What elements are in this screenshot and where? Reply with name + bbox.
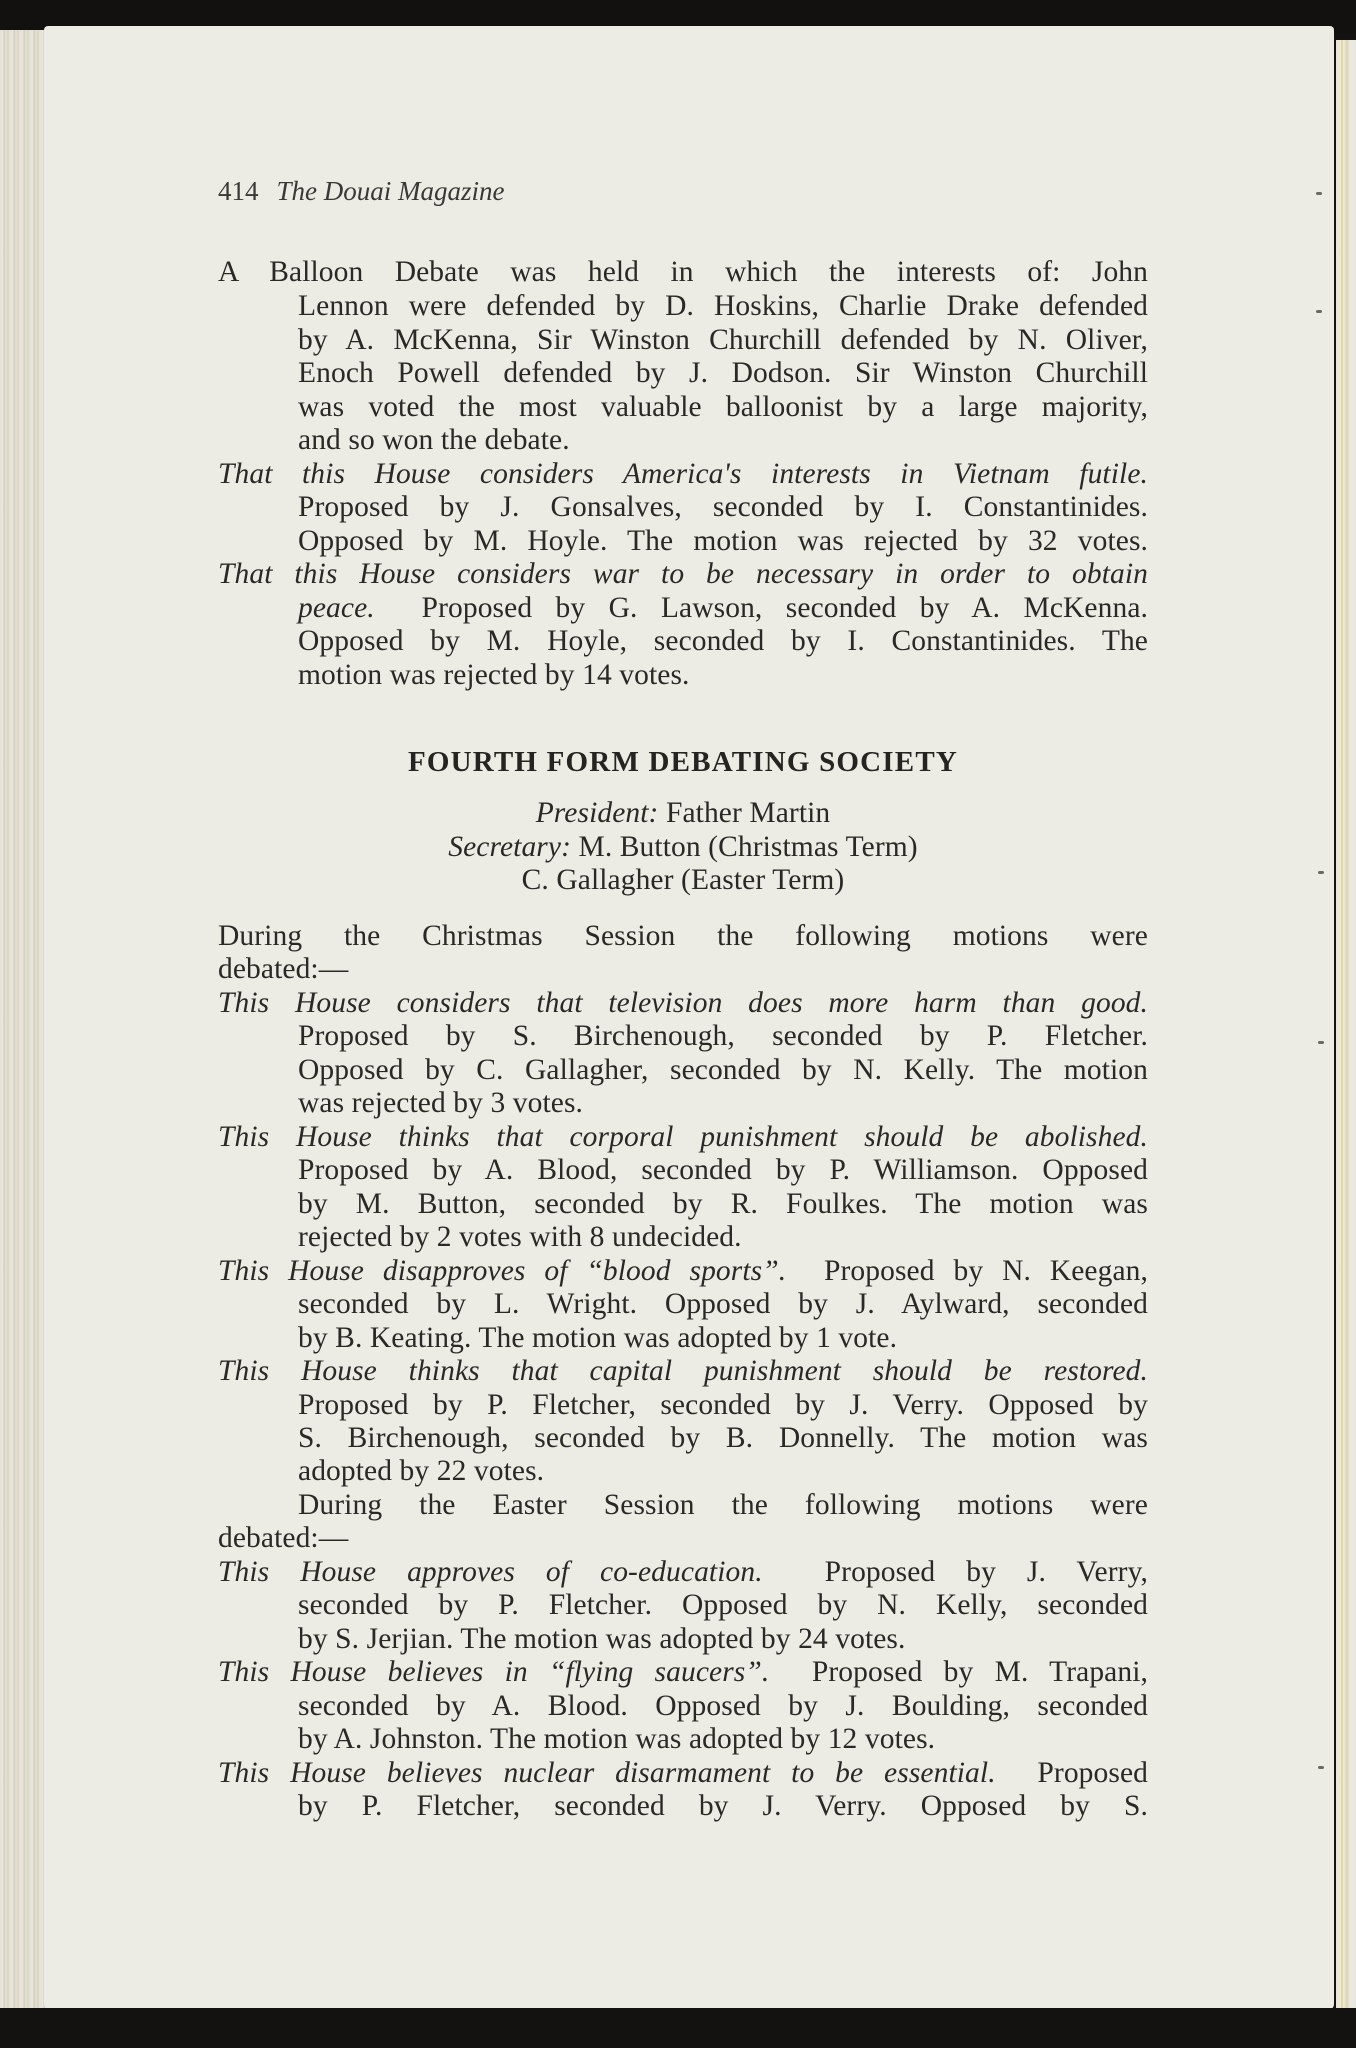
secretary-label: Secretary: [448, 831, 572, 863]
secretary-easter: C. Gallagher (Easter Term) [521, 864, 845, 896]
president-line [218, 797, 1148, 830]
session-intro: During the Christmas Session the following motions were [218, 920, 1148, 952]
binding-stitch-mark [1318, 871, 1324, 874]
text-line: seconded by P. Fletcher. Opposed by N. Kelly, seconded [298, 1589, 1148, 1621]
text-line [298, 592, 1148, 625]
text-line [218, 1656, 1148, 1689]
text-line: Proposed by J. Gonsalves, seconded by I. Constantinides. [298, 491, 1148, 523]
text-line: adopted by 22 votes. [298, 1455, 545, 1487]
text-line: Enoch Powell defended by J. Dodson. Sir Winston Churchill [298, 357, 1148, 389]
text-line: by A. McKenna, Sir Winston Churchill defended by N. Oliver, [298, 324, 1148, 356]
motion-title: This House considers that television does more harm than good. [218, 987, 1148, 1019]
secretary-line [218, 831, 1148, 864]
running-header [218, 176, 504, 207]
binding-stitch-mark [1316, 192, 1322, 195]
text-line: Opposed by M. Hoyle. The motion was rejected by 32 votes. [298, 525, 1148, 557]
motion-title-end: peace. [298, 592, 375, 624]
fold-line [1341, 40, 1343, 2008]
text-fragment: Proposed [995, 1757, 1149, 1789]
text-line: and so won the debate. [298, 424, 570, 456]
text-line: S. Birchenough, seconded by B. Donnelly. The motion was [298, 1422, 1148, 1454]
text-line [218, 1556, 1148, 1589]
binding-stitch-mark [1318, 1041, 1324, 1044]
text-line: seconded by L. Wright. Opposed by J. Aylward, seconded [298, 1288, 1148, 1320]
secretary-christmas: M. Button (Christmas Term) [571, 831, 918, 863]
text-line: was rejected by 3 votes. [298, 1087, 584, 1119]
text-line: by A. Johnston. The motion was adopted by 12 votes. [298, 1723, 936, 1755]
text-line: was voted the most valuable balloonist by a large majority, [298, 391, 1148, 423]
president-label: President: [535, 797, 659, 829]
text-fragment: Proposed by J. Verry, [762, 1556, 1148, 1588]
motion-title: That this House considers war to be necessary in order to obtain [218, 558, 1148, 590]
text-line: Opposed by C. Gallagher, seconded by N. Kelly. The motion [298, 1054, 1148, 1086]
scan-bottom-border [0, 2008, 1356, 2048]
text-fragment: Proposed by N. Keegan, [786, 1255, 1148, 1287]
binding-stitch-mark [1318, 1766, 1324, 1769]
motion-title: This House approves of co-education. [218, 1556, 763, 1588]
president-name: Father Martin [658, 797, 831, 829]
text-line: Proposed by S. Birchenough, seconded by P. Fletcher. [298, 1020, 1148, 1052]
text-line: Proposed by A. Blood, seconded by P. Williamson. Opposed [298, 1154, 1148, 1186]
text-line: by S. Jerjian. The motion was adopted by 24 votes. [298, 1623, 906, 1655]
text-line: seconded by A. Blood. Opposed by J. Boulding, seconded [298, 1690, 1148, 1722]
page-gutter-fold [1336, 40, 1356, 2008]
text-line: A Balloon Debate was held in which the interests of: John [218, 256, 1148, 288]
text-fragment: Proposed by M. Trapani, [769, 1656, 1148, 1688]
text-line [218, 1255, 1148, 1288]
text-line: Lennon were defended by D. Hoskins, Charlie Drake defended [298, 290, 1148, 322]
motion-title: This House believes in “flying saucers”. [218, 1656, 770, 1688]
session-intro: debated:— [218, 953, 349, 985]
session-intro: During the Easter Session the following motions were [298, 1489, 1148, 1521]
text-line: Proposed by P. Fletcher, seconded by J. Verry. Opposed by [298, 1389, 1148, 1421]
text-line: motion was rejected by 14 votes. [298, 659, 690, 691]
session-intro: debated:— [218, 1522, 349, 1554]
section-heading: FOURTH FORM DEBATING SOCIETY [407, 746, 959, 778]
motion-title: This House thinks that capital punishment should be restored. [218, 1355, 1148, 1387]
motion-title: That this House considers America's interests in Vietnam futile. [218, 458, 1148, 490]
text-line: Opposed by M. Hoyle, seconded by I. Constantinides. The [298, 625, 1148, 657]
motion-title: This House thinks that corporal punishment should be abolished. [218, 1121, 1148, 1153]
binding-stitch-mark [1316, 310, 1322, 313]
text-line [218, 1757, 1148, 1790]
page-number: 414 [218, 176, 259, 206]
text-line: by B. Keating. The motion was adopted by 1 vote. [298, 1322, 898, 1354]
text-fragment: Proposed by G. Lawson, seconded by A. McKenna. [374, 592, 1148, 624]
page-stack-edges [0, 30, 46, 2010]
text-line: rejected by 2 votes with 8 undecided. [298, 1221, 742, 1253]
running-title: The Douai Magazine [276, 176, 505, 206]
motion-title: This House disapproves of “blood sports”. [218, 1255, 787, 1287]
text-line: by M. Button, seconded by R. Foulkes. The motion was [298, 1188, 1148, 1220]
motion-title: This House believes nuclear disarmament to be essential. [218, 1757, 996, 1789]
text-line: by P. Fletcher, seconded by J. Verry. Opposed by S. [298, 1790, 1148, 1822]
